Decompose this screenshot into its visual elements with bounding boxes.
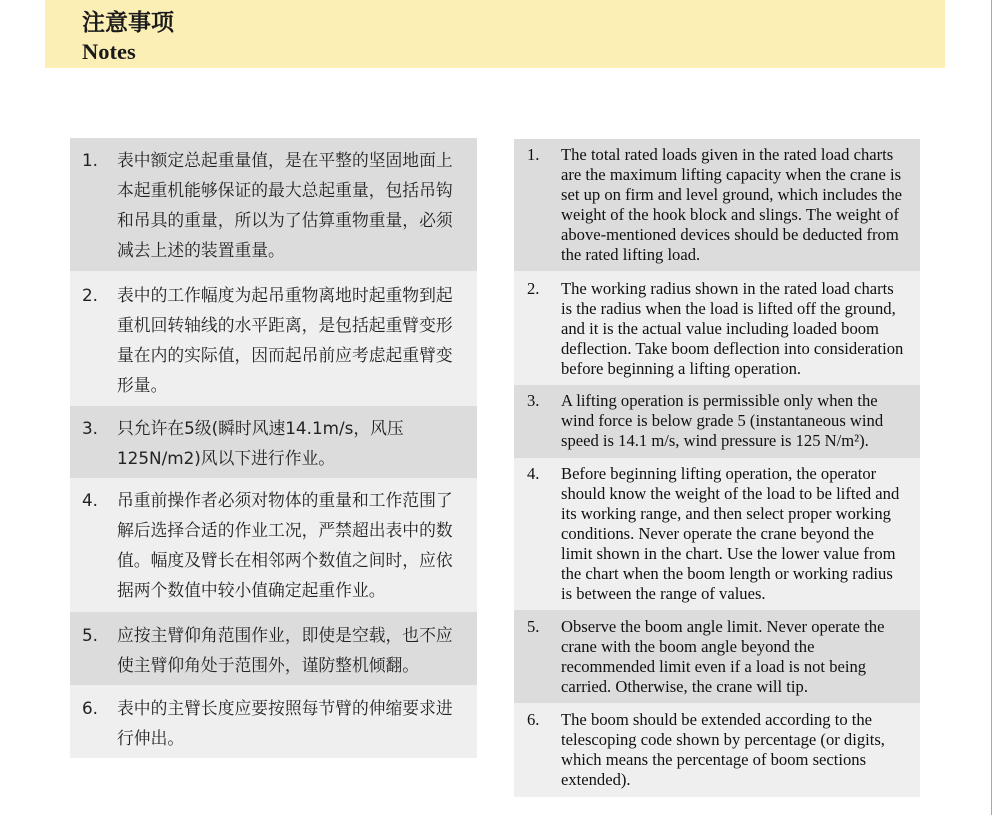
note-line: wind force is below grade 5 (instantaneous wind (561, 411, 884, 430)
note-line: deflection. Take boom deflection into consideration (561, 339, 904, 358)
note-number: 4. (82, 490, 99, 510)
note-item-en-4 (514, 458, 920, 610)
note-line: 和吊具的重量，所以为了估算重物重量，必须 (117, 210, 453, 230)
note-number: 2. (527, 279, 540, 298)
note-line: 值。幅度及臂长在相邻两个数值之间时，应依 (117, 550, 453, 570)
note-line: is between the range of values. (561, 584, 766, 603)
note-number: 6. (82, 698, 99, 718)
note-line: above-mentioned devices should be deducted from (561, 225, 899, 244)
note-line: 形量。 (117, 375, 168, 395)
note-line: The boom should be extended according to the (561, 710, 873, 729)
page-edge-line (991, 0, 992, 815)
note-number: 1. (82, 150, 99, 170)
note-line: 据两个数值中较小值确定起重作业。 (117, 580, 386, 600)
note-line: 本起重机能够保证的最大总起重量，包括吊钩 (117, 180, 453, 200)
note-item-en-2 (514, 271, 920, 385)
note-line: A lifting operation is permissible only when the (561, 391, 878, 410)
note-line: telescoping code shown by percentage (or digits, (561, 730, 885, 749)
page-title-cn: 注意事项 (82, 10, 174, 36)
note-number: 3. (527, 391, 540, 410)
note-item-en-1 (514, 139, 920, 271)
note-line: crane with the boom angle beyond the (561, 637, 815, 656)
note-text (117, 413, 404, 473)
note-line: 量在内的实际值，因而起吊前应考虑起重臂变 (117, 345, 453, 365)
note-item-cn-6 (70, 685, 477, 758)
note-line: its working range, and then select proper working (561, 504, 891, 523)
note-line: are the maximum lifting capacity when the crane is (561, 165, 902, 184)
notes-list-cn (70, 138, 477, 758)
note-line: 解后选择合适的作业工况，严禁超出表中的数 (117, 520, 453, 540)
note-line: weight of the hook block and slings. The weight of (561, 205, 899, 224)
note-text (117, 145, 453, 265)
page-title-en: Notes (82, 39, 136, 64)
note-line: the rated lifting load. (561, 245, 701, 264)
note-line: and it is the actual value including loaded boom (561, 319, 879, 338)
note-line: is the radius when the load is lifted off the ground, (561, 299, 896, 318)
note-item-en-3 (514, 385, 920, 458)
note-number: 3. (82, 418, 99, 438)
note-item-cn-1 (70, 138, 477, 271)
note-line: 125N/m2)风以下进行作业。 (117, 448, 336, 468)
note-item-cn-3 (70, 406, 477, 478)
notes-list-en (514, 139, 920, 797)
notes-header-banner (45, 0, 945, 68)
note-line: 重机回转轴线的水平距离，是包括起重臂变形 (117, 315, 453, 335)
note-line: Observe the boom angle limit. Never operate the (561, 617, 885, 636)
note-line: 表中的主臂长度应要按照每节臂的伸缩要求进 (117, 698, 453, 718)
note-item-cn-2 (70, 271, 477, 406)
note-line: 只允许在5级(瞬时风速14.1m/s，风压 (117, 418, 404, 438)
note-line: 表中额定总起重量值，是在平整的坚固地面上 (117, 150, 453, 170)
note-line: recommended limit even if a load is not being (561, 657, 867, 676)
note-text (561, 710, 885, 790)
note-text (117, 280, 453, 400)
note-line: 使主臂仰角处于范围外，谨防整机倾翻。 (117, 655, 420, 675)
note-item-en-6 (514, 703, 920, 797)
note-line: set up on firm and level ground, which includes the (561, 185, 903, 204)
note-number: 5. (527, 617, 540, 636)
note-number: 1. (527, 145, 540, 164)
note-line: Before beginning lifting operation, the operator (561, 464, 877, 483)
note-text (117, 693, 453, 753)
note-text (561, 279, 903, 379)
note-line: The total rated loads given in the rated load charts (561, 145, 894, 164)
note-line: which means the percentage of boom sections (561, 750, 867, 769)
note-line: speed is 14.1 m/s, wind pressure is 125 N/m²). (561, 431, 869, 450)
note-line: 表中的工作幅度为起吊重物离地时起重物到起 (117, 285, 453, 305)
note-line: carried. Otherwise, the crane will tip. (561, 677, 808, 696)
note-line: 减去上述的装置重量。 (117, 240, 285, 260)
note-line: conditions. Never operate the crane beyond the (561, 524, 874, 543)
note-item-cn-5 (70, 612, 477, 685)
note-line: The working radius shown in the rated load charts (561, 279, 894, 298)
note-line: before beginning a lifting operation. (561, 359, 802, 378)
note-item-cn-4 (70, 478, 477, 612)
note-text (117, 485, 453, 605)
note-line: 吊重前操作者必须对物体的重量和工作范围了 (117, 490, 453, 510)
note-text (117, 620, 453, 680)
note-line: limit shown in the chart. Use the lower value from (561, 544, 896, 563)
note-line: extended). (561, 770, 631, 789)
note-text (561, 464, 899, 604)
note-line: should know the weight of the load to be lifted and (561, 484, 900, 503)
note-line: the chart when the boom length or working radius (561, 564, 893, 583)
note-text (561, 145, 902, 265)
note-line: 应按主臂仰角范围作业，即使是空载，也不应 (117, 625, 453, 645)
note-number: 5. (82, 625, 99, 645)
note-number: 4. (527, 464, 540, 483)
note-text (561, 391, 883, 451)
note-text (561, 617, 884, 697)
note-item-en-5 (514, 610, 920, 703)
note-line: 行伸出。 (117, 728, 185, 748)
note-number: 6. (527, 710, 540, 729)
note-number: 2. (82, 285, 99, 305)
